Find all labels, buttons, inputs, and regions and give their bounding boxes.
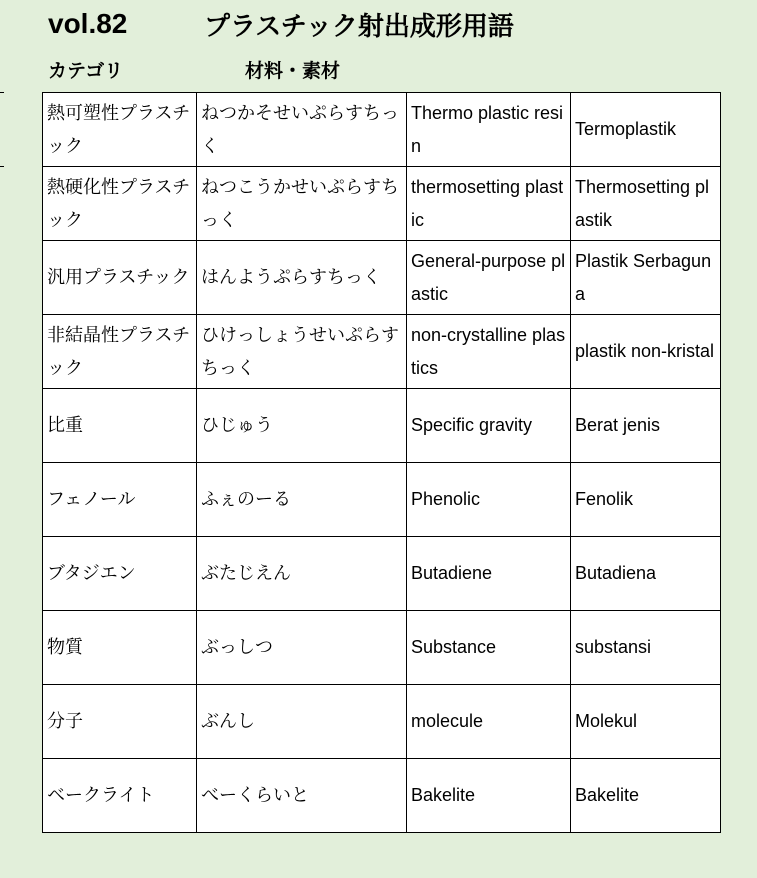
term-indonesian: substansi bbox=[571, 611, 721, 685]
term-japanese: ベークライト bbox=[43, 759, 197, 833]
term-reading: ぶたじえん bbox=[197, 537, 407, 611]
term-english: molecule bbox=[407, 685, 571, 759]
table-row bbox=[43, 463, 721, 537]
category-value: 材料・素材 bbox=[245, 59, 341, 82]
page-title: プラスチック射出成形用語 bbox=[204, 11, 514, 42]
table-row bbox=[43, 93, 721, 167]
term-indonesian: Thermosetting plastik bbox=[571, 167, 721, 241]
term-english: Specific gravity bbox=[407, 389, 571, 463]
table-row bbox=[43, 759, 721, 833]
term-indonesian: Termoplastik bbox=[571, 93, 721, 167]
edge-mark bbox=[0, 166, 4, 167]
term-indonesian: Berat jenis bbox=[571, 389, 721, 463]
term-indonesian: Molekul bbox=[571, 685, 721, 759]
term-japanese: 比重 bbox=[43, 389, 197, 463]
table-row bbox=[43, 167, 721, 241]
category-row bbox=[48, 54, 340, 84]
table-row bbox=[43, 611, 721, 685]
term-english: non-crystalline plastics bbox=[407, 315, 571, 389]
term-english: Thermo plastic resin bbox=[407, 93, 571, 167]
page-header bbox=[48, 6, 514, 42]
term-japanese: ブタジエン bbox=[43, 537, 197, 611]
term-japanese: 非結晶性プラスチック bbox=[43, 315, 197, 389]
term-reading: ぶっしつ bbox=[197, 611, 407, 685]
term-japanese: 汎用プラスチック bbox=[43, 241, 197, 315]
term-indonesian: Bakelite bbox=[571, 759, 721, 833]
term-reading: ぶんし bbox=[197, 685, 407, 759]
term-english: General-purpose plastic bbox=[407, 241, 571, 315]
term-japanese: フェノール bbox=[43, 463, 197, 537]
term-english: Butadiene bbox=[407, 537, 571, 611]
term-reading: ひじゅう bbox=[197, 389, 407, 463]
glossary-table bbox=[42, 92, 721, 833]
table-row bbox=[43, 685, 721, 759]
term-reading: ひけっしょうせいぷらすちっく bbox=[197, 315, 407, 389]
term-reading: ねつこうかせいぷらすちっく bbox=[197, 167, 407, 241]
term-reading: べーくらいと bbox=[197, 759, 407, 833]
term-reading: ふぇのーる bbox=[197, 463, 407, 537]
table-row bbox=[43, 315, 721, 389]
table-row bbox=[43, 537, 721, 611]
edge-mark bbox=[0, 92, 4, 93]
term-english: Substance bbox=[407, 611, 571, 685]
term-japanese: 熱可塑性プラスチック bbox=[43, 93, 197, 167]
category-label: カテゴリ bbox=[48, 59, 124, 82]
term-indonesian: plastik non-kristal bbox=[571, 315, 721, 389]
term-japanese: 熱硬化性プラスチック bbox=[43, 167, 197, 241]
term-indonesian: Butadiena bbox=[571, 537, 721, 611]
volume-number: vol.82 bbox=[48, 8, 128, 39]
term-reading: ねつかそせいぷらすちっく bbox=[197, 93, 407, 167]
term-english: thermosetting plastic bbox=[407, 167, 571, 241]
term-english: Phenolic bbox=[407, 463, 571, 537]
table-row bbox=[43, 389, 721, 463]
term-english: Bakelite bbox=[407, 759, 571, 833]
term-japanese: 物質 bbox=[43, 611, 197, 685]
term-japanese: 分子 bbox=[43, 685, 197, 759]
term-indonesian: Fenolik bbox=[571, 463, 721, 537]
term-indonesian: Plastik Serbaguna bbox=[571, 241, 721, 315]
term-reading: はんようぷらすちっく bbox=[197, 241, 407, 315]
table-row bbox=[43, 241, 721, 315]
